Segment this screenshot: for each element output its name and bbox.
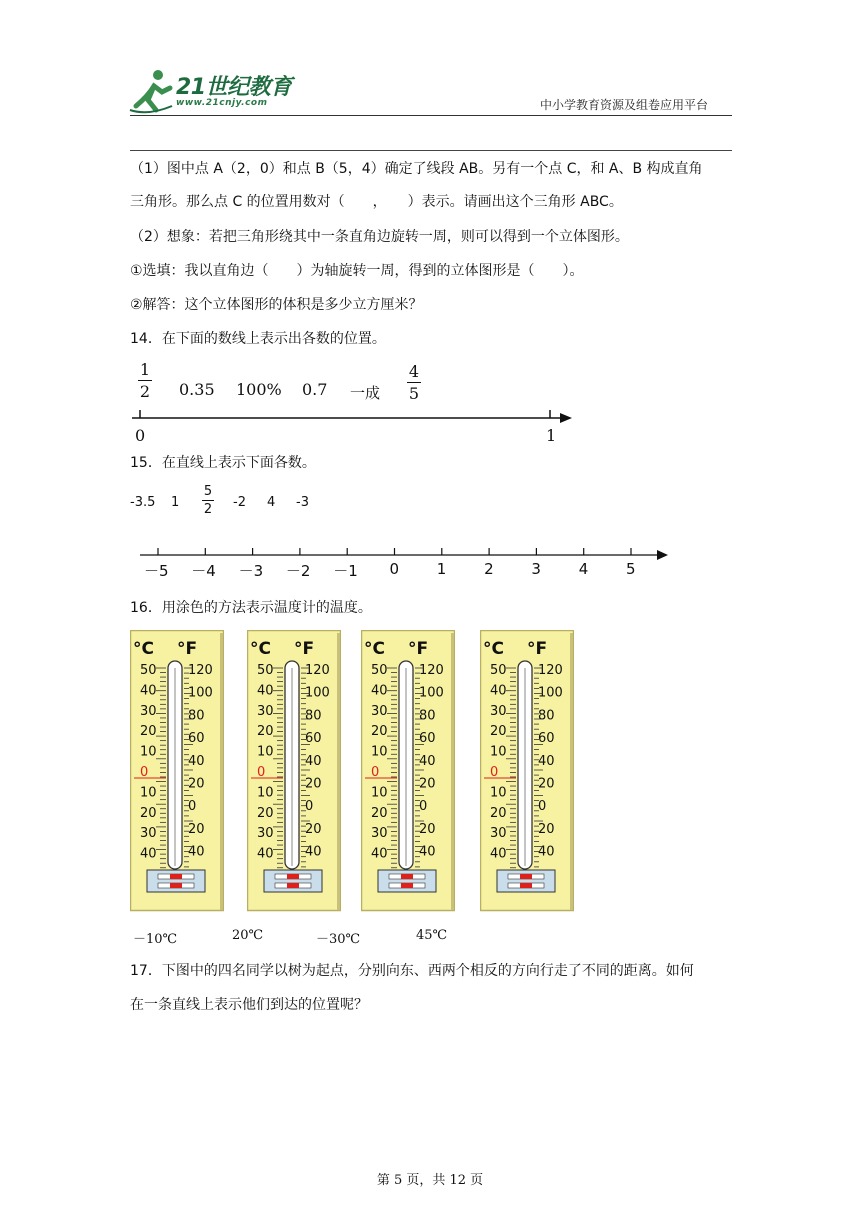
celsius-label: 20 bbox=[257, 805, 274, 821]
q13-line-1: （1）图中点 A（2，0）和点 B（5，4）确定了线段 AB。另有一个点 C，和 A、B 构成直角 bbox=[130, 161, 703, 177]
fahrenheit-label: 20 bbox=[538, 821, 555, 837]
fahrenheit-label: 40 bbox=[419, 844, 436, 860]
base-bulb bbox=[401, 874, 413, 879]
unit-celsius: °C bbox=[483, 639, 504, 659]
q14-item: 一成 bbox=[350, 384, 381, 402]
thermometer-base bbox=[378, 870, 436, 892]
thermometer[interactable] bbox=[247, 630, 341, 912]
fahrenheit-label: 40 bbox=[305, 753, 322, 769]
celsius-label: 30 bbox=[490, 703, 507, 719]
fahrenheit-label: 40 bbox=[538, 844, 555, 860]
q15-tick-labels bbox=[140, 560, 660, 582]
q15-tick-label: 2 bbox=[484, 560, 494, 578]
fahrenheit-label: 60 bbox=[538, 731, 555, 747]
fahrenheit-label: 100 bbox=[419, 685, 444, 701]
unit-celsius: °C bbox=[250, 639, 271, 659]
unit-celsius: °C bbox=[133, 639, 154, 659]
fahrenheit-label: 20 bbox=[419, 821, 436, 837]
thermometer[interactable] bbox=[130, 630, 224, 912]
celsius-label: 40 bbox=[490, 846, 507, 862]
celsius-label: 40 bbox=[257, 683, 274, 699]
celsius-label: 20 bbox=[490, 805, 507, 821]
fahrenheit-label: 20 bbox=[305, 821, 322, 837]
fahrenheit-label: 120 bbox=[419, 663, 444, 678]
page-footer: 第 5 页，共 12 页 bbox=[376, 1173, 484, 1188]
celsius-label: 30 bbox=[140, 826, 157, 842]
celsius-label: 20 bbox=[371, 805, 388, 821]
thermometer-base bbox=[264, 870, 322, 892]
celsius-label: 40 bbox=[257, 846, 274, 862]
celsius-label: 10 bbox=[257, 785, 274, 801]
fahrenheit-label: 20 bbox=[305, 776, 322, 792]
fahrenheit-label: 60 bbox=[188, 731, 205, 747]
fahrenheit-label: 0 bbox=[538, 799, 547, 815]
celsius-label: 10 bbox=[140, 744, 157, 760]
thermometer-caption: －10℃ bbox=[133, 932, 178, 947]
q15-tick-label: 5 bbox=[626, 560, 636, 578]
thermometer-caption: 45℃ bbox=[416, 928, 448, 943]
celsius-label: 20 bbox=[140, 805, 157, 821]
celsius-label: 0 bbox=[371, 765, 380, 780]
q17-line-1: 17．下图中的四名同学以树为起点，分别向东、西两个相反的方向行走了不同的距离。如何 bbox=[130, 963, 694, 979]
celsius-label: 0 bbox=[490, 765, 499, 780]
logo-url: www.21cnjy.com bbox=[176, 98, 268, 108]
fahrenheit-label: 20 bbox=[188, 776, 205, 792]
fahrenheit-label: 20 bbox=[419, 776, 436, 792]
celsius-label: 30 bbox=[371, 703, 388, 719]
fahrenheit-label: 100 bbox=[188, 685, 213, 701]
fahrenheit-label: 40 bbox=[538, 753, 555, 769]
fahrenheit-label: 80 bbox=[305, 708, 322, 724]
fahrenheit-label: 80 bbox=[538, 708, 555, 724]
celsius-label: 30 bbox=[140, 703, 157, 719]
base-bulb bbox=[170, 874, 182, 879]
fahrenheit-label: 0 bbox=[305, 799, 314, 815]
celsius-label: 30 bbox=[371, 826, 388, 842]
fahrenheit-label: 20 bbox=[538, 776, 555, 792]
base-bulb bbox=[520, 883, 532, 888]
base-bulb bbox=[287, 883, 299, 888]
celsius-label: 10 bbox=[140, 785, 157, 801]
q15-tick-label: －3 bbox=[238, 562, 264, 580]
celsius-label: 50 bbox=[140, 663, 157, 678]
celsius-label: 50 bbox=[490, 663, 507, 678]
thermometer[interactable] bbox=[480, 630, 574, 912]
fahrenheit-label: 0 bbox=[188, 799, 197, 815]
celsius-label: 0 bbox=[140, 765, 149, 780]
base-bulb bbox=[401, 883, 413, 888]
q15-fraction: 5 2 bbox=[203, 484, 213, 517]
q15-tick-label: 4 bbox=[578, 560, 589, 578]
panel-shadow bbox=[451, 633, 454, 910]
thermometer-base bbox=[147, 870, 205, 892]
unit-fahrenheit: °F bbox=[527, 639, 548, 659]
logo-text: 21世纪教育 bbox=[176, 75, 292, 100]
fahrenheit-label: 60 bbox=[419, 731, 436, 747]
header-rule bbox=[130, 115, 732, 116]
celsius-label: 50 bbox=[371, 663, 388, 678]
celsius-label: 20 bbox=[140, 724, 157, 740]
q17-line-2: 在一条直线上表示他们到达的位置呢？ bbox=[130, 997, 368, 1013]
q15-tick-label: －1 bbox=[333, 562, 358, 580]
q15-tick-label: －4 bbox=[191, 562, 216, 580]
q14-fraction-four-fifths: 4 5 bbox=[408, 362, 420, 403]
celsius-label: 10 bbox=[490, 785, 507, 801]
q14-number-line bbox=[132, 358, 572, 448]
celsius-label: 30 bbox=[257, 826, 274, 842]
q15-tick-label: 0 bbox=[389, 560, 400, 578]
unit-fahrenheit: °F bbox=[177, 639, 198, 659]
q15-item: 4 bbox=[267, 495, 276, 510]
q15-item: -2 bbox=[233, 495, 246, 510]
fahrenheit-label: 100 bbox=[305, 685, 330, 701]
fahrenheit-label: 40 bbox=[188, 844, 205, 860]
celsius-label: 20 bbox=[257, 724, 274, 740]
celsius-label: 40 bbox=[140, 683, 157, 699]
platform-name: 中小学教育资源及组卷应用平台 bbox=[540, 98, 709, 112]
panel-shadow bbox=[337, 633, 340, 910]
q15-axis bbox=[140, 544, 672, 560]
q14-item: 0.35 bbox=[179, 380, 215, 399]
q14-axis-end: 1 bbox=[546, 426, 557, 445]
q14-prompt: 14．在下面的数线上表示出各数的位置。 bbox=[130, 331, 386, 347]
q16-prompt: 16．用涂色的方法表示温度计的温度。 bbox=[130, 600, 372, 616]
celsius-label: 50 bbox=[257, 663, 274, 678]
fahrenheit-label: 80 bbox=[419, 708, 436, 724]
q15-tick-label: 3 bbox=[531, 560, 541, 578]
q13-line-5: ②解答：这个立体图形的体积是多少立方厘米？ bbox=[130, 297, 423, 313]
unit-celsius: °C bbox=[364, 639, 385, 659]
q15-item: 1 bbox=[171, 495, 180, 510]
celsius-label: 30 bbox=[490, 826, 507, 842]
celsius-label: 10 bbox=[257, 744, 274, 760]
fahrenheit-label: 120 bbox=[538, 663, 563, 678]
base-bulb bbox=[287, 874, 299, 879]
q13-line-2: 三角形。那么点 C 的位置用数对（ ， ）表示。请画出这个三角形 ABC。 bbox=[130, 194, 623, 210]
celsius-label: 10 bbox=[371, 744, 388, 760]
q14-axis-start: 0 bbox=[135, 426, 146, 445]
celsius-label: 40 bbox=[490, 683, 507, 699]
fahrenheit-label: 120 bbox=[305, 663, 330, 678]
thermometer[interactable] bbox=[361, 630, 455, 912]
panel-shadow bbox=[220, 633, 223, 910]
fahrenheit-label: 40 bbox=[419, 753, 436, 769]
thermometer-row bbox=[0, 630, 860, 914]
celsius-label: 20 bbox=[371, 724, 388, 740]
thermometer-caption: －30℃ bbox=[316, 932, 361, 947]
q15-numbers bbox=[130, 484, 330, 524]
unit-fahrenheit: °F bbox=[408, 639, 429, 659]
celsius-label: 10 bbox=[371, 785, 388, 801]
base-bulb bbox=[170, 883, 182, 888]
panel-shadow bbox=[570, 633, 573, 910]
q15-tick-label: －5 bbox=[144, 562, 169, 580]
fahrenheit-label: 40 bbox=[188, 753, 205, 769]
q14-item: 100% bbox=[236, 380, 282, 399]
q13-line-3: （2）想象：若把三角形绕其中一条直角边旋转一周，则可以得到一个立体图形。 bbox=[130, 229, 629, 245]
fahrenheit-label: 60 bbox=[305, 731, 322, 747]
q15-tick-label: 1 bbox=[436, 560, 447, 578]
header-rule-thin bbox=[130, 150, 732, 151]
q14-item: 0.7 bbox=[302, 380, 328, 399]
celsius-label: 10 bbox=[490, 744, 507, 760]
fahrenheit-label: 100 bbox=[538, 685, 563, 701]
celsius-label: 40 bbox=[371, 846, 388, 862]
fahrenheit-label: 20 bbox=[188, 821, 205, 837]
base-bulb bbox=[520, 874, 532, 879]
fahrenheit-label: 0 bbox=[419, 799, 428, 815]
celsius-label: 20 bbox=[490, 724, 507, 740]
celsius-label: 40 bbox=[371, 683, 388, 699]
q14-axis bbox=[132, 410, 576, 430]
q13-line-4: ①选填：我以直角边（ ）为轴旋转一周，得到的立体图形是（ ）。 bbox=[130, 263, 584, 279]
celsius-label: 40 bbox=[140, 846, 157, 862]
unit-fahrenheit: °F bbox=[294, 639, 315, 659]
q15-item: -3 bbox=[296, 495, 309, 510]
celsius-label: 30 bbox=[257, 703, 274, 719]
runner-logo-icon bbox=[128, 66, 178, 116]
fahrenheit-label: 120 bbox=[188, 663, 213, 678]
q15-tick-label: －2 bbox=[285, 562, 311, 580]
q15-prompt: 15．在直线上表示下面各数。 bbox=[130, 455, 316, 471]
fahrenheit-label: 40 bbox=[305, 844, 322, 860]
fahrenheit-label: 80 bbox=[188, 708, 205, 724]
q15-item: -3.5 bbox=[130, 495, 156, 510]
thermometer-base bbox=[497, 870, 555, 892]
thermometer-caption: 20℃ bbox=[232, 928, 264, 943]
celsius-label: 0 bbox=[257, 765, 266, 780]
q14-fraction-half: 1 2 bbox=[139, 360, 151, 401]
